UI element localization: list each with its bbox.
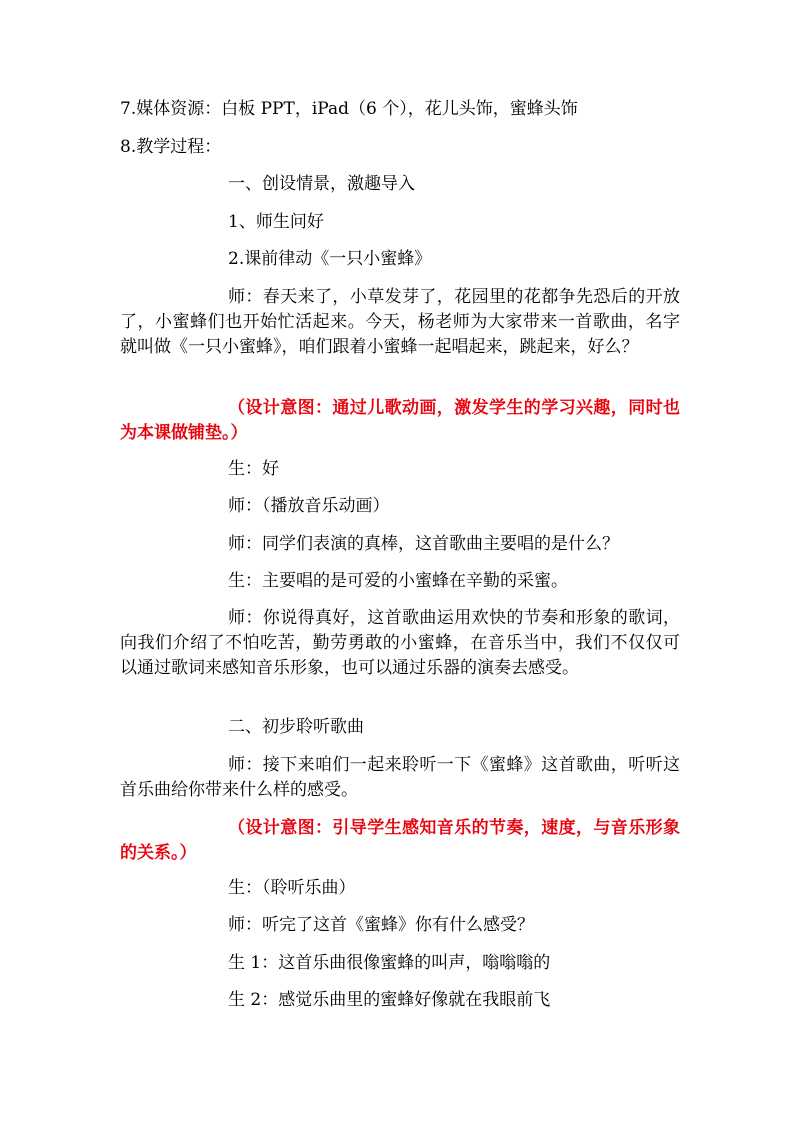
student1-answer: 生 1：这首乐曲很像蜜蜂的叫声，嗡嗡嗡的 (228, 953, 551, 973)
teacher-question-1: 师：同学们表演的真棒，这首歌曲主要唱的是什么？ (228, 534, 619, 554)
step1-line: 1、师生问好 (228, 212, 324, 232)
teacher-intro-paragraph: 师：春天来了，小草发芽了，花园里的花都争先恐后的开放了，小蜜蜂们也开始忙活起来。今天，杨老师为大家带来一首歌曲，名字就叫做《一只小蜜蜂》，咱们跟着小蜜蜂一起唱起来，跳起来，好么？ (120, 287, 680, 357)
teacher-play-line: 师：（播放音乐动画） (228, 496, 390, 516)
teaching-process-line: 8.教学过程： (120, 137, 222, 157)
section1-heading: 一、创设情景，激趣导入 (228, 174, 415, 194)
teacher-praise-paragraph: 师：你说得真好，这首歌曲运用欢快的节奏和形象的歌词，向我们介绍了不怕吃苦，勤劳勇敢的小蜜蜂，在音乐当中，我们不仅仅可以通过歌词来感知音乐形象，也可以通过乐器的演奏去感受。 (120, 608, 680, 678)
design-intent-2: （设计意图：引导学生感知音乐的节奏，速度，与音乐形象的关系。） (120, 818, 680, 863)
section2-heading: 二、初步聆听歌曲 (228, 717, 364, 737)
student-ok-line: 生：好 (228, 459, 279, 479)
teacher-question-2: 师：听完了这首《蜜蜂》你有什么感受？ (228, 915, 534, 935)
teacher-listen-paragraph: 师：接下来咱们一起来聆听一下《蜜蜂》这首歌曲，听听这首乐曲给你带来什么样的感受。 (120, 755, 680, 800)
step2-line: 2.课前律动《一只小蜜蜂》 (228, 249, 432, 269)
student-answer-1: 生：主要唱的是可爱的小蜜蜂在辛勤的采蜜。 (228, 571, 568, 591)
student2-answer: 生 2：感觉乐曲里的蜜蜂好像就在我眼前飞 (228, 990, 551, 1010)
student-listen-line: 生：（聆听乐曲） (228, 878, 356, 898)
design-intent-1: （设计意图：通过儿歌动画，激发学生的学习兴趣，同时也为本课做铺垫。） (120, 398, 680, 443)
media-resources-line: 7.媒体资源：白板 PPT，iPad（6 个），花儿头饰，蜜蜂头饰 (120, 99, 578, 119)
